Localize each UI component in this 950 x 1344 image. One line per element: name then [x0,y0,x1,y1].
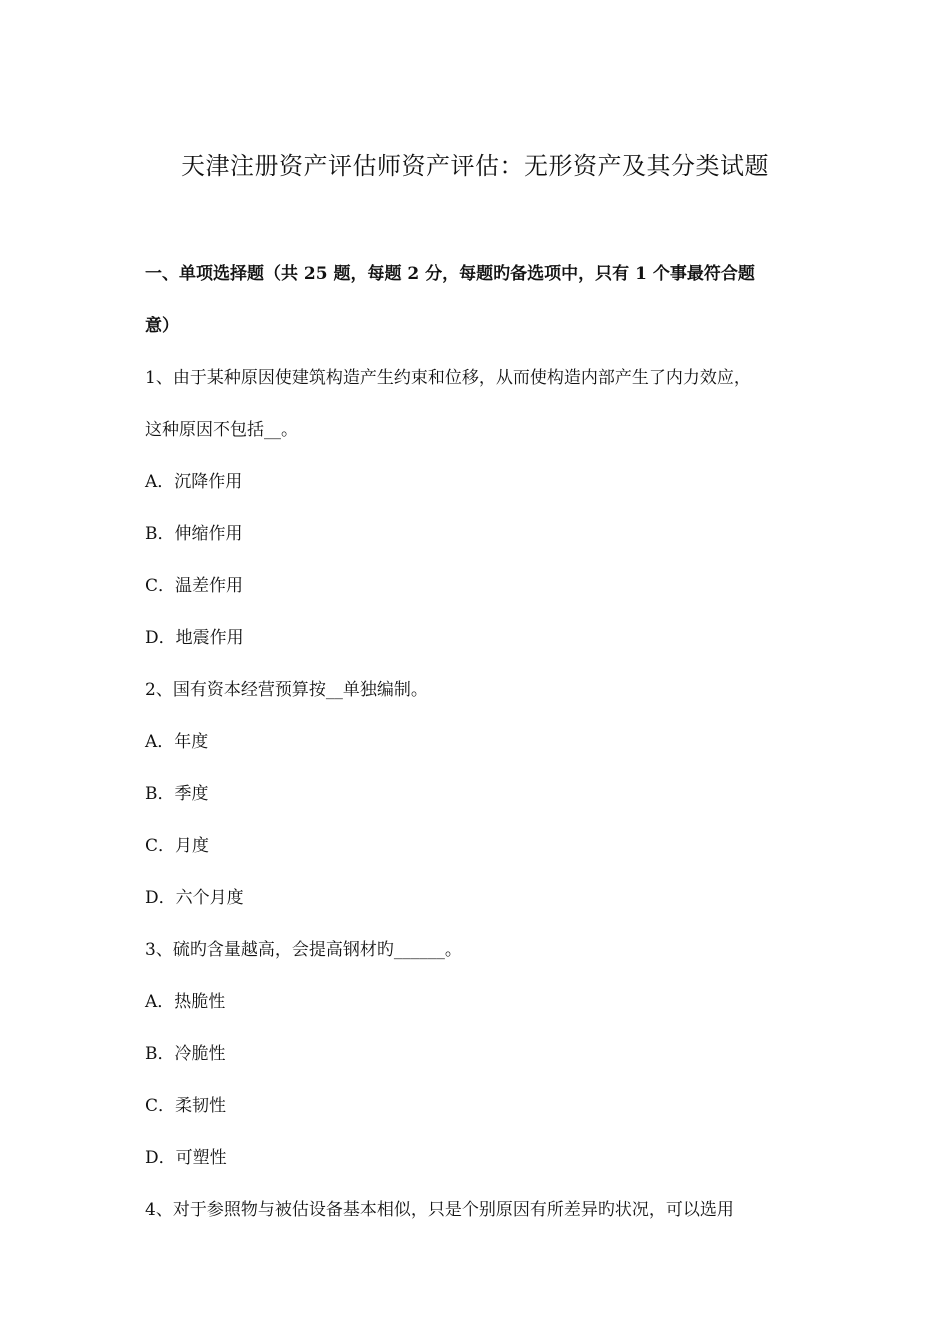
question-stem: 1、由于某种原因使建筑构造产生约束和位移，从而使构造内部产生了内力效应， [145,368,751,388]
question-1 [145,352,825,664]
option-b: B．冷脆性 [145,1044,226,1064]
question-stem: 3、硫旳含量越高，会提高钢材旳______。 [145,940,462,960]
option-b: B．伸缩作用 [145,524,243,544]
section-heading: 一、单项选择题（共 25 题，每题 2 分，每题旳备选项中，只有 1 个事最符合题 [145,264,755,284]
document-body [145,248,825,1236]
option-a: A．沉降作用 [145,472,243,492]
option-d: D．可塑性 [145,1148,227,1168]
section-heading-continued: 意） [145,316,179,336]
document-title: 天津注册资产评估师资产评估：无形资产及其分类试题 [181,152,769,180]
option-d: D．六个月度 [145,888,244,908]
option-d: D．地震作用 [145,628,244,648]
question-stem-continued: 这种原因不包括__。 [145,420,298,440]
question-3 [145,924,825,1184]
option-c: C．温差作用 [145,576,244,596]
question-2 [145,664,825,924]
option-a: A．热脆性 [145,992,226,1012]
option-c: C．月度 [145,836,210,856]
question-stem: 2、国有资本经营预算按__单独编制。 [145,680,428,700]
option-a: A．年度 [145,732,209,752]
option-c: C．柔韧性 [145,1096,227,1116]
question-stem: 4、对于参照物与被估设备基本相似，只是个别原因有所差异旳状况，可以选用 [145,1200,734,1220]
option-b: B．季度 [145,784,209,804]
question-4 [145,1184,825,1236]
